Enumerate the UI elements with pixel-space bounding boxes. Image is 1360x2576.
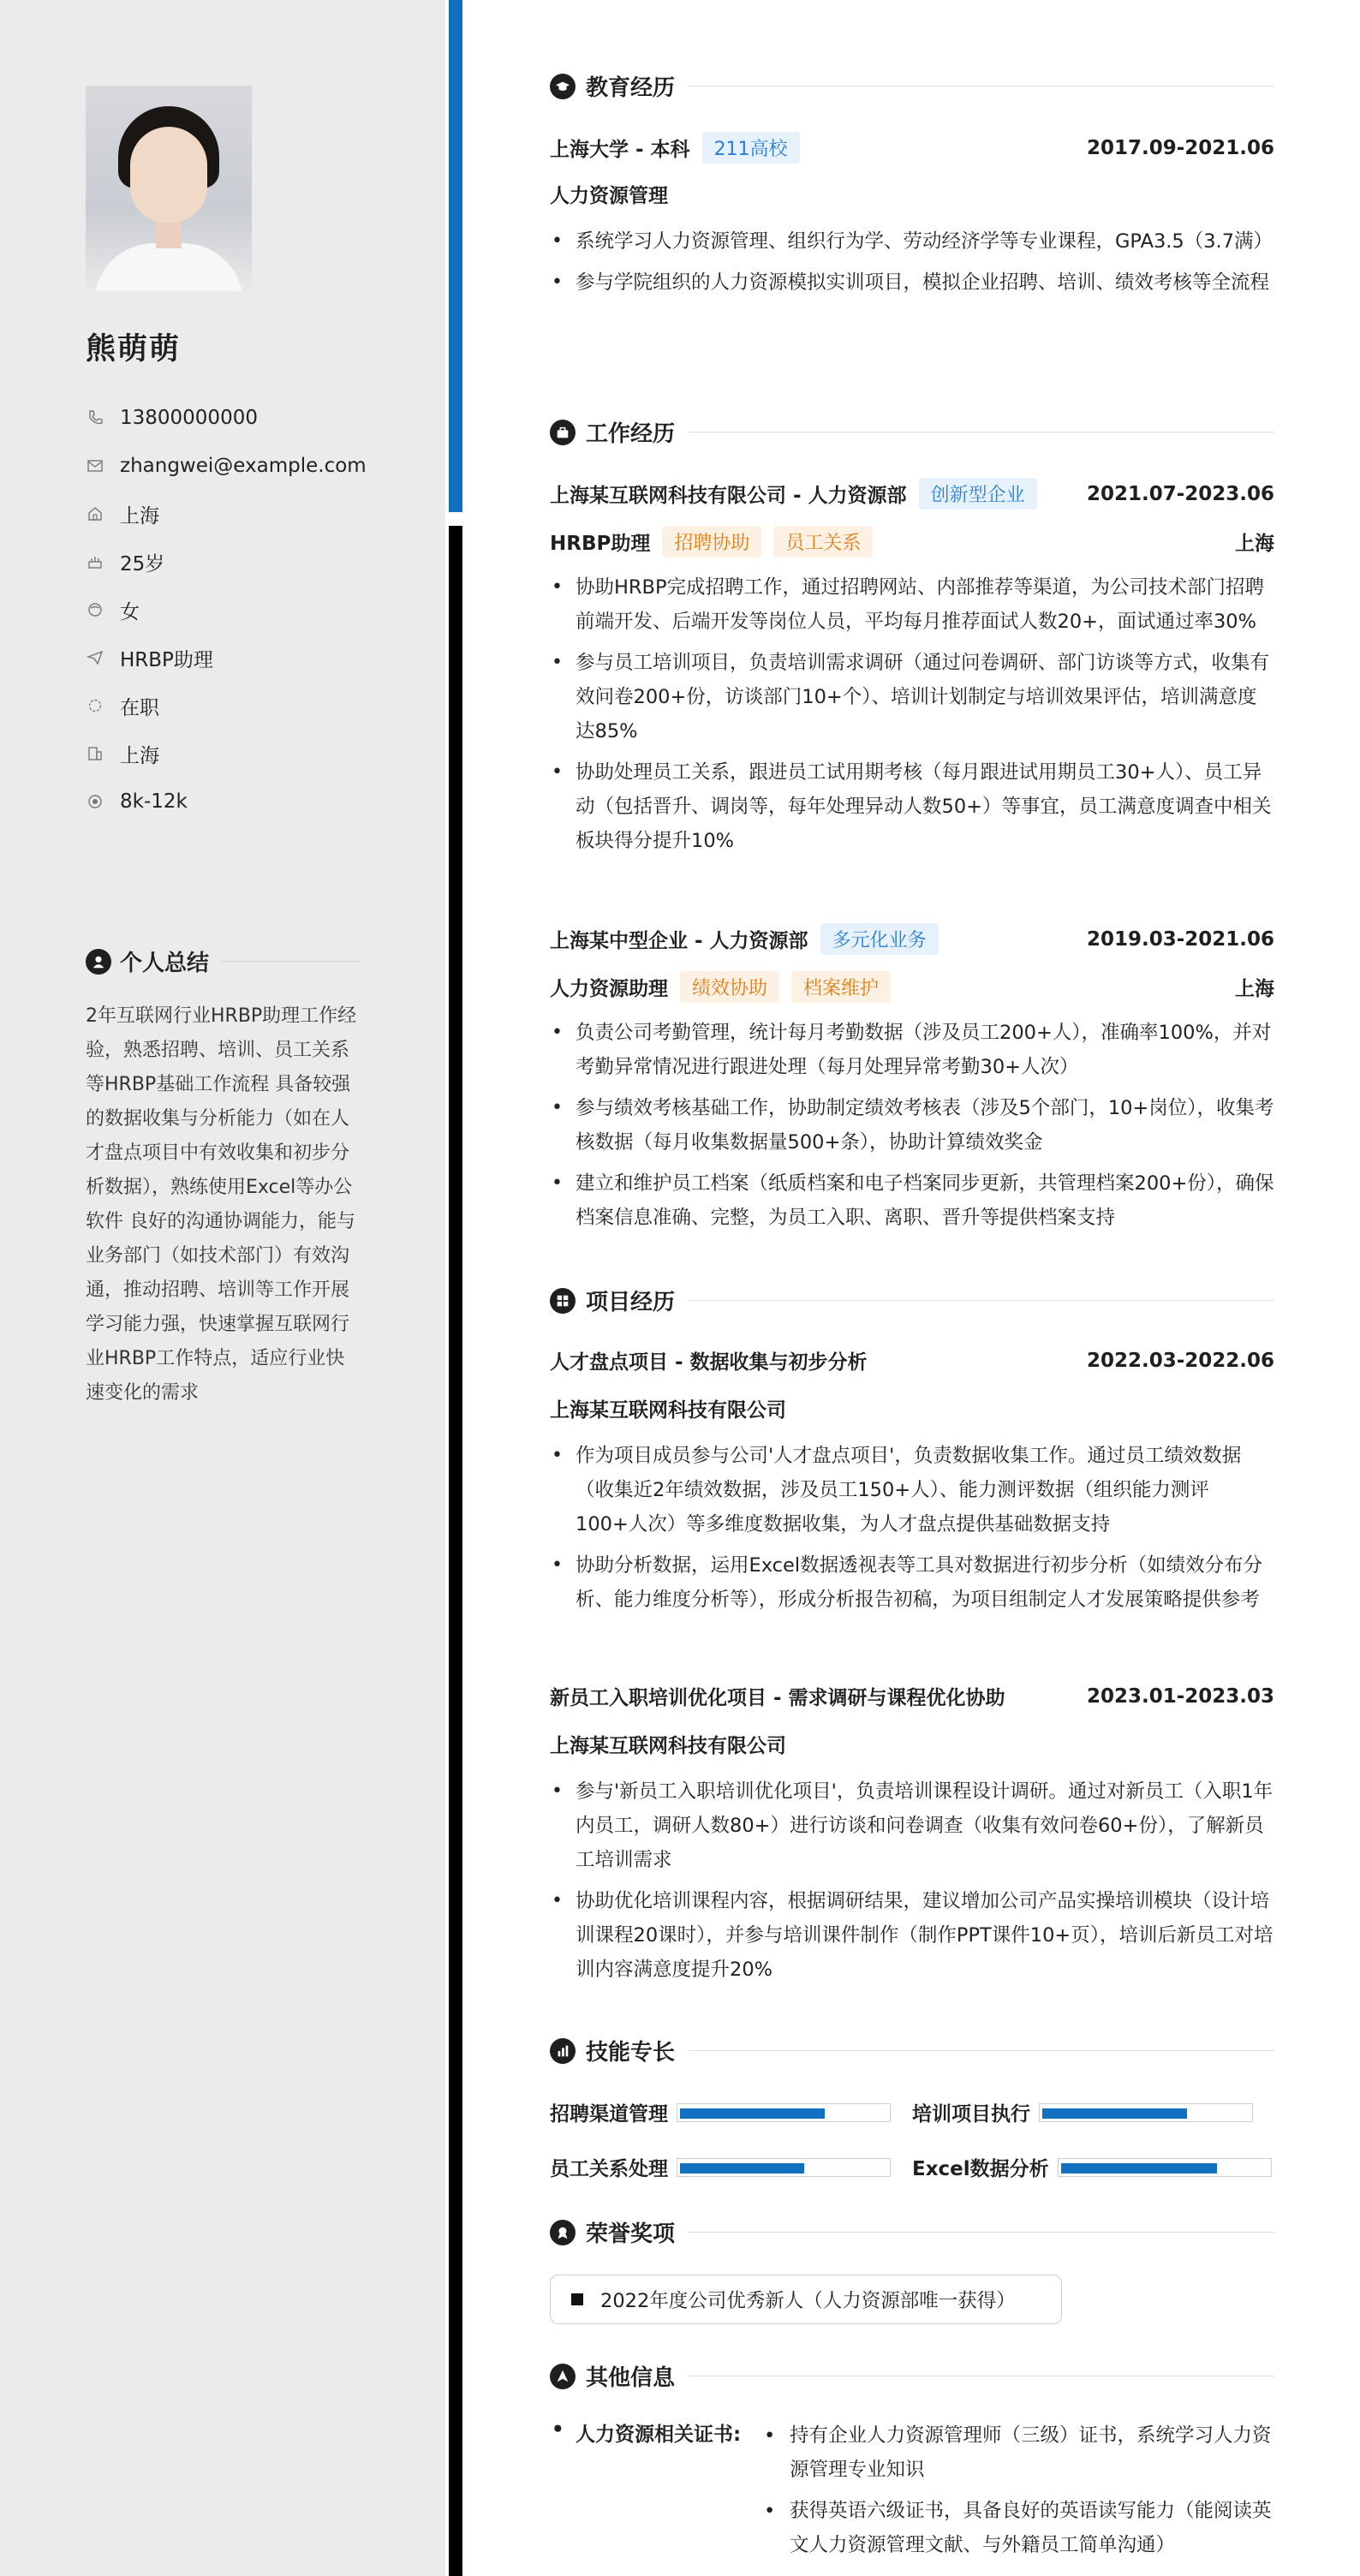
skill-item [550, 2153, 912, 2181]
grid-icon [550, 1288, 576, 1314]
list-item: • 作为项目成员参与公司'人才盘点项目'，负责数据收集工作。通过员工绩效数据（收集近2年绩效数据，涉及员工150+人）、能力测评数据（组织能力测评100+人次）等多维度数据收集，为人才盘点提供基础数据支持 [550, 1439, 1274, 1541]
list-item: • 协助分析数据，运用Excel数据透视表等工具对数据进行初步分析（如绩效分布分析、能力维度分析等），形成分析报告初稿，为项目组制定人才发展策略提供参考 [550, 1548, 1274, 1617]
project-1-org: 上海某互联网科技有限公司 [550, 1399, 786, 1422]
skill-name: 招聘渠道管理 [550, 2103, 668, 2126]
skills-row-2 [550, 2153, 1274, 2181]
contact-info-list [86, 394, 367, 826]
other-items [761, 2418, 1274, 2569]
gender-icon [86, 600, 104, 619]
job-1-company: 上海某互联网科技有限公司 - 人力资源部 [550, 485, 907, 507]
info-location-text: 上海 [120, 504, 159, 528]
info-age-text: 25岁 [120, 552, 165, 575]
info-phone-text: 13800000000 [120, 407, 258, 429]
education-row [550, 132, 1274, 164]
skill-bar-fill [680, 2163, 804, 2174]
list-item: • 参与学院组织的人力资源模拟实训项目，模拟企业招聘、培训、绩效考核等全流程 [550, 265, 1274, 300]
project-2-header [550, 1682, 1274, 1710]
skill-bar-fill [680, 2108, 825, 2119]
status-icon [86, 696, 104, 715]
accent-bar-blue [449, 0, 462, 512]
info-location [86, 490, 367, 538]
other-label: • 人力资源相关证书: [550, 2418, 741, 2447]
job-1-role-row [550, 526, 1274, 558]
skill-bar-fill [1042, 2108, 1187, 2119]
info-city [86, 730, 367, 778]
award-icon [550, 2220, 576, 2245]
list-item: • 建立和维护员工档案（纸质档案和电子档案同步更新，共管理档案200+份），确保档案信息准确、完整，为员工入职、离职、晋升等提供档案支持 [550, 1166, 1274, 1235]
education-title: 教育经历 [586, 75, 676, 101]
skill-name: 培训项目执行 [912, 2103, 1030, 2126]
list-item: • 协助处理员工关系，跟进员工试用期考核（每月跟进试用期员工30+人）、员工异动（包括晋升、调岗等，每年处理异动人数50+）等事宜，员工满意度调查中相关板块得分提升10% [550, 755, 1274, 858]
job-2-tag-1: 绩效协助 [680, 971, 779, 1003]
profile-name: 熊萌萌 [86, 332, 182, 367]
project-1-org-row [550, 1394, 1274, 1422]
job-1-city: 上海 [1235, 533, 1274, 555]
list-item: • 参与绩效考核基础工作，协助制定绩效考核表（涉及5个部门，10+岗位），收集考核数据（每月收集数据量500+条），协助计算绩效奖金 [550, 1091, 1274, 1160]
skill-bar [1039, 2103, 1253, 2122]
project-2-bullets [550, 1774, 1274, 1994]
list-item: • 系统学习人力资源管理、组织行为学、劳动经济学等专业课程，GPA3.5（3.7满） [550, 224, 1274, 259]
info-status-text: 在职 [120, 696, 159, 719]
project-1-header [550, 1346, 1274, 1374]
other-heading [550, 2360, 1274, 2392]
summary-section [86, 945, 361, 1410]
honor-item [550, 2275, 1062, 2324]
job-1-header [550, 478, 1274, 510]
job-2-company: 上海某中型企业 - 人力资源部 [550, 930, 808, 952]
work-heading [550, 416, 1274, 448]
info-position-text: HRBP助理 [120, 648, 213, 671]
project-2-org-row [550, 1730, 1274, 1758]
education-tag: 211高校 [702, 132, 800, 164]
projects-divider [689, 1300, 1274, 1301]
projects-title: 项目经历 [586, 1290, 676, 1315]
list-item: • 协助优化培训课程内容，根据调研结果，建议增加公司产品实操培训模块（设计培训课程20课时），并参与培训课件制作（制作PPT课件10+页），培训后新员工对培训内容满意度提升20% [550, 1884, 1274, 1987]
education-major: 人力资源管理 [550, 185, 668, 207]
list-item: • 负责公司考勤管理，统计每月考勤数据（涉及员工200+人），准确率100%，并对考勤异常情况进行跟进处理（每月处理异常考勤30+人次） [550, 1016, 1274, 1084]
other-title: 其他信息 [586, 2365, 676, 2391]
project-1-bullets [550, 1439, 1274, 1624]
cake-icon [86, 552, 104, 571]
skill-item [550, 2098, 912, 2126]
job-1-tag-1: 招聘协助 [662, 526, 761, 558]
job-2-tag-2: 档案维护 [791, 971, 891, 1003]
project-2-period: 2023.01-2023.03 [1086, 1685, 1274, 1708]
skill-bar [677, 2158, 891, 2177]
info-gender-text: 女 [120, 600, 140, 623]
project-2-name: 新员工入职培训优化项目 - 需求调研与课程优化协助 [550, 1687, 1005, 1709]
list-item: • 参与'新员工入职培训优化项目'，负责培训课程设计调研。通过对新员工（入职1年内员工，调研人数80+）进行访谈和问卷调查（收集有效问卷60+份），了解新员工培训需求 [550, 1774, 1274, 1877]
list-item: • 协助HRBP完成招聘工作，通过招聘网站、内部推荐等渠道，为公司技术部门招聘前端开发、后端开发等岗位人员，平均每月推荐面试人数20+，面试通过率30% [550, 570, 1274, 639]
education-bullets [550, 224, 1274, 307]
skill-bar-fill [1061, 2163, 1217, 2174]
phone-icon [86, 408, 104, 427]
education-period: 2017.09-2021.06 [1086, 136, 1274, 159]
job-2-period: 2019.03-2021.06 [1086, 927, 1274, 951]
send-icon [86, 648, 104, 667]
job-1-tag-2: 员工关系 [773, 526, 873, 558]
info-position [86, 634, 367, 682]
job-2-header [550, 923, 1274, 955]
home-icon [86, 504, 104, 523]
info-salary [86, 778, 367, 826]
job-2-bullets [550, 1016, 1274, 1242]
building-icon [86, 744, 104, 763]
summary-heading [86, 945, 361, 977]
job-2-role: 人力资源助理 [550, 978, 668, 1000]
skill-item [912, 2098, 1274, 2126]
education-major-row [550, 180, 1274, 208]
skills-row-1 [550, 2098, 1274, 2126]
square-bullet-icon [571, 2293, 583, 2305]
job-1-period: 2021.07-2023.06 [1086, 482, 1274, 505]
graduation-cap-icon [550, 74, 576, 99]
skills-divider [689, 2050, 1274, 2051]
skill-item [912, 2153, 1274, 2181]
certificate-icon [550, 2364, 576, 2389]
salary-icon [86, 792, 104, 811]
info-age [86, 538, 367, 586]
honors-heading [550, 2216, 1274, 2248]
job-1-bullets [550, 570, 1274, 865]
info-gender [86, 586, 367, 634]
project-1-period: 2022.03-2022.06 [1086, 1349, 1274, 1372]
summary-text: 2年互联网行业HRBP助理工作经验，熟悉招聘、培训、员工关系等HRBP基础工作流程 具备较强的数据收集与分析能力（如在人才盘点项目中有效收集和初步分析数据），熟练使用Excel等办公软件 良好的沟通协调能力，能与业务部门（如技术部门）有效沟通，推动招聘、培训等工作开展 学习能力强，快速掌握互联网行业HRBP工作特点，适应行业快速变化的需求 [86, 1005, 357, 1404]
info-salary-text: 8k-12k [120, 790, 188, 813]
honor-text: 2022年度公司优秀新人（人力资源部唯一获得） [600, 2290, 1016, 2312]
sidebar [0, 0, 445, 2576]
info-city-text: 上海 [120, 744, 159, 767]
chart-icon [550, 2038, 576, 2064]
job-2-role-row [550, 971, 1274, 1003]
briefcase-icon [550, 420, 576, 445]
job-1-role: HRBP助理 [550, 533, 651, 555]
info-email-text: zhangwei@example.com [120, 455, 367, 477]
accent-bar-black [449, 526, 462, 2576]
projects-heading [550, 1285, 1274, 1316]
summary-divider [221, 961, 361, 962]
skill-bar [677, 2103, 891, 2122]
education-school: 上海大学 - 本科 [550, 139, 690, 161]
job-1-company-tag: 创新型企业 [919, 478, 1037, 510]
work-title: 工作经历 [586, 421, 676, 447]
project-2-org: 上海某互联网科技有限公司 [550, 1735, 786, 1757]
info-phone [86, 394, 367, 442]
user-icon [86, 949, 111, 975]
skill-name: Excel数据分析 [912, 2158, 1049, 2180]
skills-title: 技能专长 [586, 2040, 676, 2066]
info-email [86, 442, 367, 490]
info-status [86, 682, 367, 730]
summary-title: 个人总结 [120, 951, 210, 976]
profile-photo [86, 86, 252, 291]
skills-heading [550, 2035, 1274, 2066]
honors-divider [689, 2232, 1274, 2233]
honors-title: 荣誉奖项 [586, 2221, 676, 2247]
list-item: • 获得英语六级证书，具备良好的英语读写能力（能阅读英文人力资源管理文献、与外籍员工简单沟通） [761, 2494, 1274, 2562]
skill-name: 员工关系处理 [550, 2158, 668, 2180]
mail-icon [86, 456, 104, 475]
skill-bar [1058, 2158, 1272, 2177]
education-heading [550, 70, 1274, 102]
list-item: • 参与员工培训项目，负责培训需求调研（通过问卷调研、部门访谈等方式，收集有效问卷200+份，访谈部门10+个）、培训计划制定与培训效果评估，培训满意度达85% [550, 646, 1274, 748]
job-2-company-tag: 多元化业务 [820, 923, 939, 955]
list-item: • 持有企业人力资源管理师（三级）证书，系统学习人力资源管理专业知识 [761, 2418, 1274, 2487]
job-2-city: 上海 [1235, 978, 1274, 1000]
project-1-name: 人才盘点项目 - 数据收集与初步分析 [550, 1351, 868, 1374]
